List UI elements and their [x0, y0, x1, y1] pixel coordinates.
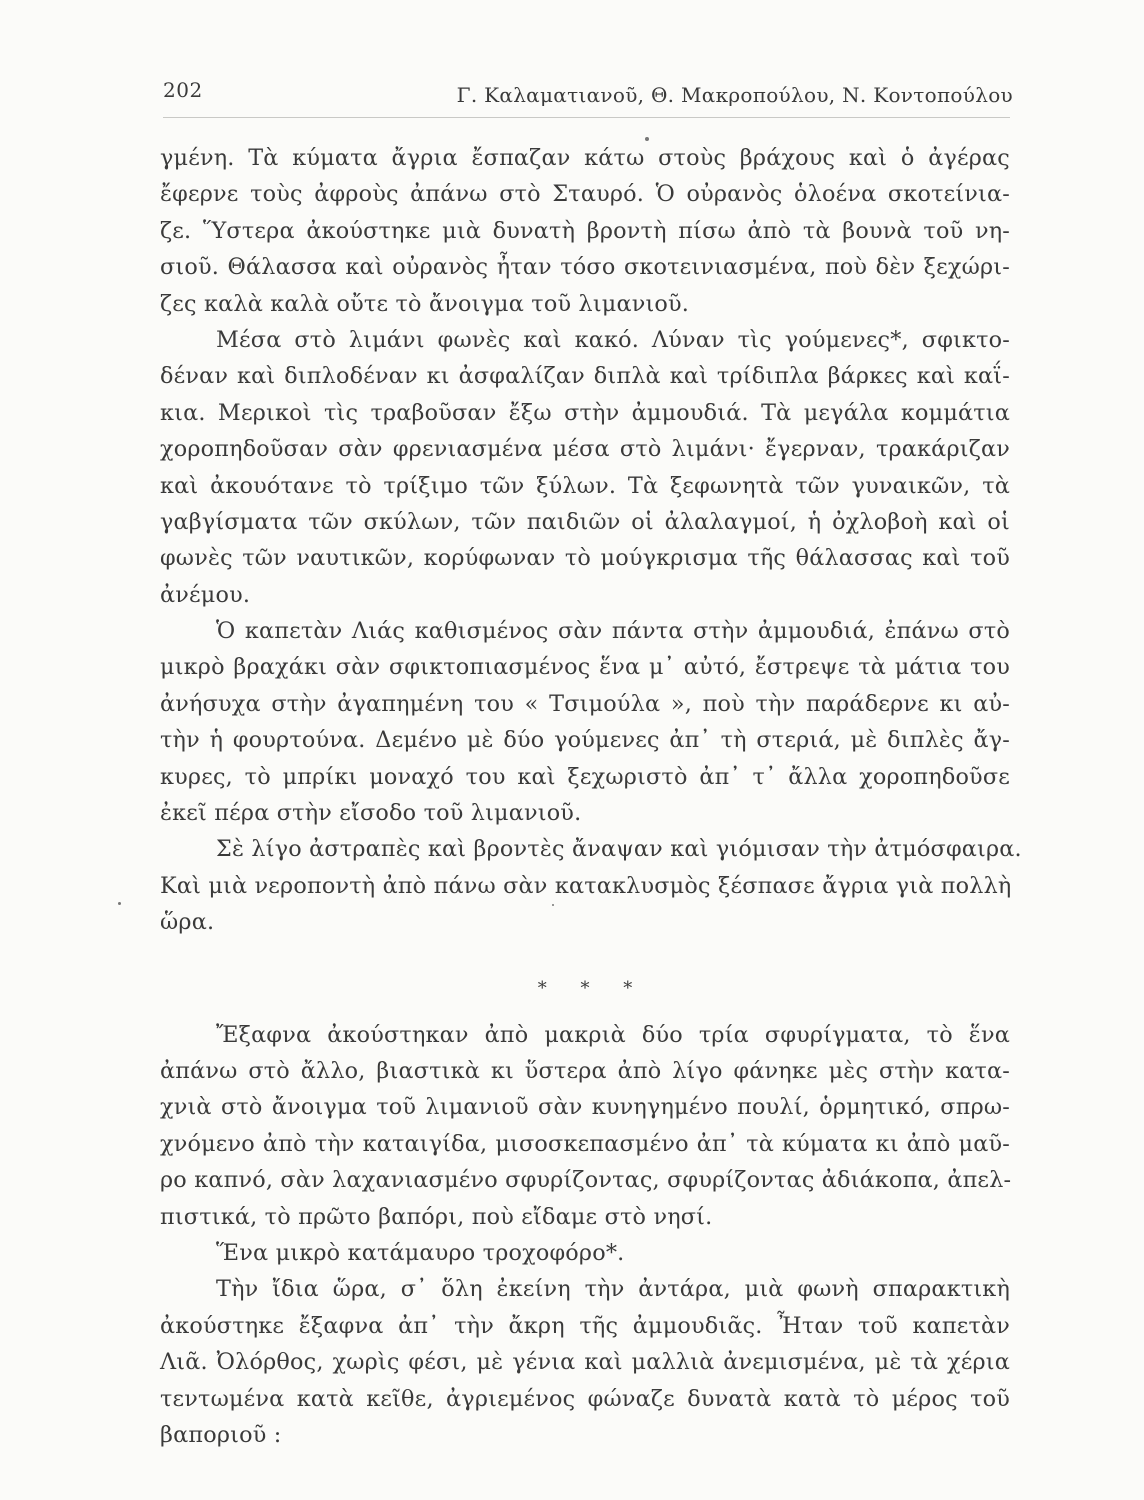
paragraph: [160, 831, 1022, 940]
text-line: φωνὲς τῶν ναυτικῶν, κορύφωναν τὸ μούγκρισμα τῆς θάλασσας καὶ τοῦ: [160, 545, 1010, 572]
paragraph: [160, 322, 1010, 613]
section-separator: * * *: [537, 977, 647, 999]
text-line: τεντωμένα κατὰ κεῖθε, ἀγριεμένος φώναζε δυνατὰ κατὰ τὸ μέρος τοῦ: [160, 1385, 1010, 1412]
text-line: ἀνέμου.: [160, 581, 251, 608]
scan-speck: [118, 902, 121, 905]
text-line: ὥρα.: [160, 909, 215, 936]
text-line: κια. Μερικοὶ τὶς τραβοῦσαν ἔξω στὴν ἀμμουδιά. Τὰ μεγάλα κομμάτια: [160, 399, 1010, 426]
text-line: Τὴν ἴδια ὥρα, σ᾽ ὅλη ἐκείνη τὴν ἀντάρα, μιὰ φωνὴ σπαρακτικὴ: [216, 1276, 1010, 1303]
scan-speck: [552, 904, 554, 906]
text-line: Σὲ λίγο ἀστραπὲς καὶ βροντὲς ἄναψαν καὶ γιόμισαν τὴν ἀτμόσφαιρα.: [216, 836, 1022, 863]
text-line: ζε. Ὕστερα ἀκούστηκε μιὰ δυνατὴ βροντὴ πίσω ἀπὸ τὰ βουνὰ τοῦ νη-: [160, 217, 1010, 244]
text-line: χνόμενο ἀπὸ τὴν καταιγίδα, μισοσκεπασμένο ἀπ᾽ τὰ κύματα κι ἀπὸ μαῦ-: [160, 1130, 1010, 1157]
section-gap: [160, 941, 1010, 971]
text-line: τὴν ἡ φουρτούνα. Δεμένο μὲ δύο γούμενες ἀπ᾽ τὴ στεριά, μὲ διπλὲς ἄγ-: [160, 727, 1010, 754]
text-line: ρο καπνό, σὰν λαχανιασμένο σφυρίζοντας, σφυρίζοντας ἀδιάκοπα, ἀπελ-: [160, 1167, 1012, 1194]
text-line: ἀκούστηκε ἔξαφνα ἀπ᾽ τὴν ἄκρη τῆς ἀμμουδιᾶς. Ἦταν τοῦ καπετὰν: [160, 1312, 1010, 1339]
scan-speck: [645, 137, 649, 141]
text-line: Λιᾶ. Ὀλόρθος, χωρὶς φέσι, μὲ γένια καὶ μαλλιὰ ἀνεμισμένα, μὲ τὰ χέρια: [160, 1349, 1010, 1376]
section-gap: [160, 1007, 1010, 1017]
paragraph: [160, 1271, 1010, 1453]
text-line: χοροπηδοῦσαν σὰν φρενιασμένα μέσα στὸ λιμάνι· ἔγερναν, τρακάριζαν: [160, 436, 1010, 463]
text-line: ζες καλὰ καλὰ οὔτε τὸ ἄνοιγμα τοῦ λιμανιοῦ.: [160, 290, 690, 317]
text-line: Ἔξαφνα ἀκούστηκαν ἀπὸ μακριὰ δύο τρία σφυρίγματα, τὸ ἕνα: [216, 1021, 1010, 1048]
text-line: Καὶ μιὰ νεροποντὴ ἀπὸ πάνω σὰν κατακλυσμὸς ξέσπασε ἄγρια γιὰ πολλὴ: [160, 872, 1012, 899]
text-line: Ἕνα μικρὸ κατάμαυρο τροχοφόρο*.: [216, 1239, 625, 1266]
paragraph: [160, 1235, 1010, 1271]
page-header: [163, 78, 1013, 112]
paragraph: [160, 1017, 1010, 1235]
text-line: καὶ ἀκουότανε τὸ τρίξιμο τῶν ξύλων. Τὰ ξεφωνητὰ τῶν γυναικῶν, τὰ: [160, 472, 1010, 499]
text-line: πιστικά, τὸ πρῶτο βαπόρι, ποὺ εἴδαμε στὸ νησί.: [160, 1203, 713, 1230]
text-line: μικρὸ βραχάκι σὰν σφικτοπιασμένος ἕνα μ᾽ αὐτό, ἔστρεψε τὰ μάτια του: [160, 654, 1010, 681]
text-line: κυρες, τὸ μπρίκι μοναχό του καὶ ξεχωριστὸ ἀπ᾽ τ᾽ ἄλλα χοροπηδοῦσε: [160, 763, 1010, 790]
paragraph: [160, 140, 1010, 322]
text-line: ἀπάνω στὸ ἄλλο, βιαστικὰ κι ὕστερα ἀπὸ λίγο φάνηκε μὲς στὴν κατα-: [160, 1057, 1010, 1084]
paragraph: [160, 613, 1010, 831]
text-line: δέναν καὶ διπλοδέναν κι ἀσφαλίζαν διπλὰ καὶ τρίδιπλα βάρκες καὶ καΐ-: [160, 363, 1010, 390]
header-rule: [163, 117, 1010, 118]
text-line: σιοῦ. Θάλασσα καὶ οὐρανὸς ἦταν τόσο σκοτεινιασμένα, ποὺ δὲν ξεχώρι-: [160, 254, 1010, 281]
text-line: χνιὰ στὸ ἄνοιγμα τοῦ λιμανιοῦ σὰν κυνηγημένο πουλί, ὁρμητικό, σπρω-: [160, 1094, 1010, 1121]
body-text: [160, 140, 1022, 1453]
text-line: ἀνήσυχα στὴν ἀγαπημένη του « Τσιμούλα », ποὺ τὴν παράδερνε κι αὐ-: [160, 690, 1010, 717]
text-line: γμένη. Τὰ κύματα ἄγρια ἔσπαζαν κάτω στοὺς βράχους καὶ ὁ ἀγέρας: [160, 145, 1010, 171]
text-line: Ὁ καπετὰν Λιάς καθισμένος σὰν πάντα στὴν ἀμμουδιά, ἐπάνω στὸ: [216, 618, 1010, 645]
paragraphs-after-break: [160, 1017, 1010, 1454]
text-line: Μέσα στὸ λιμάνι φωνὲς καὶ κακό. Λύναν τὶς γούμενες*, σφικτο-: [216, 326, 1010, 353]
text-line: ἔφερνε τοὺς ἀφροὺς ἀπάνω στὸ Σταυρό. Ὁ οὐρανὸς ὁλοένα σκοτείνια-: [160, 181, 1010, 208]
text-line: ἐκεῖ πέρα στὴν εἴσοδο τοῦ λιμανιοῦ.: [160, 800, 582, 827]
text-line: γαβγίσματα τῶν σκύλων, τῶν παιδιῶν οἱ ἀλαλαγμοί, ἡ ὀχλοβοὴ καὶ οἱ: [160, 508, 1010, 535]
paragraphs-before-break: [160, 140, 1022, 941]
running-head: Γ. Καλαματιανοῦ, Θ. Μακροπούλου, Ν. Κοντοπούλου: [456, 83, 1013, 107]
text-line: βαποριοῦ :: [160, 1421, 282, 1448]
page-number: 202: [163, 78, 203, 102]
